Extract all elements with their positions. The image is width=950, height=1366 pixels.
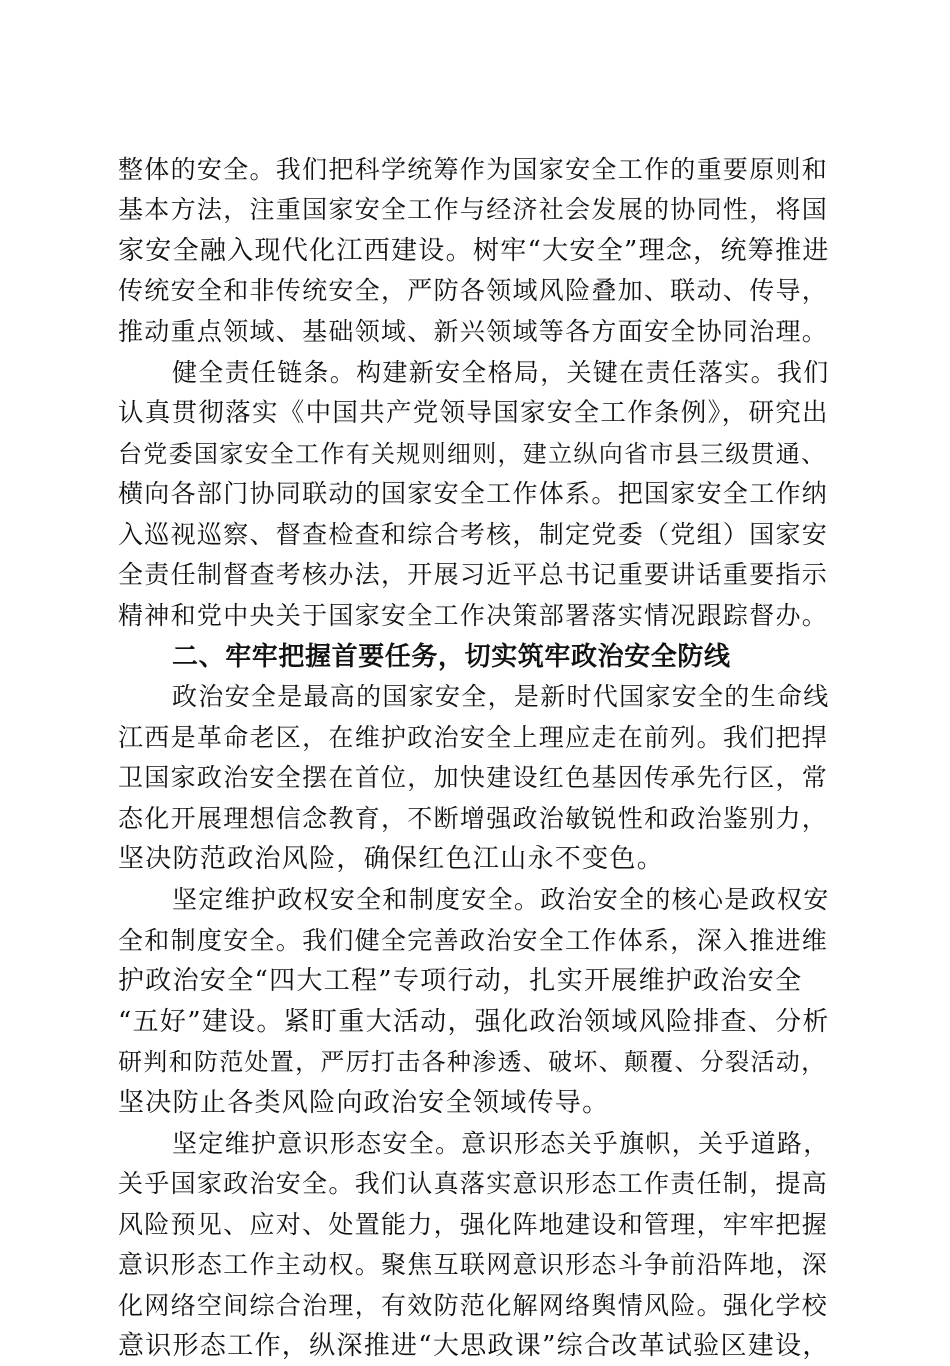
paragraph-line: 意识形态工作主动权。聚焦互联网意识形态斗争前沿阵地，深	[118, 1250, 829, 1279]
paragraph-line: 整体的安全。我们把科学统筹作为国家安全工作的重要原则和	[118, 155, 829, 184]
paragraph-line: 传统安全和非传统安全，严防各领域风险叠加、联动、传导，	[118, 276, 829, 305]
paragraph-line: 认真贯彻落实《中国共产党领导国家安全工作条例》，研究出	[118, 398, 829, 428]
paragraph-line: 态化开展理想信念教育，不断增强政治敏锐性和政治鉴别力，	[118, 804, 829, 833]
paragraph-line: 护政治安全“四大工程”专项行动，扎实开展维护政治安全	[118, 966, 803, 996]
paragraph-line: “五好”建设。紧盯重大活动，强化政治领域风险排查、分析	[118, 1007, 830, 1037]
paragraph-line: 台党委国家安全工作有关规则细则，建立纵向省市县三级贯通、	[118, 440, 827, 468]
paragraph-line: 坚定维护政权安全和制度安全。政治安全的核心是政权安	[172, 885, 830, 914]
paragraph-line: 坚决防止各类风险向政治安全领域传导。	[118, 1088, 610, 1118]
paragraph-line: 健全责任链条。构建新安全格局，关键在责任落实。我们	[172, 358, 830, 387]
paragraph-line: 全和制度安全。我们健全完善政治安全工作体系，深入推进维	[118, 926, 829, 955]
paragraph-line: 坚决防范政治风险，确保红色江山永不变色。	[118, 844, 665, 874]
paragraph-line: 江西是革命老区，在维护政治安全上理应走在前列。我们把捍	[118, 723, 829, 752]
paragraph-line: 研判和防范处置，严厉打击各种渗透、破坏、颠覆、分裂活动，	[118, 1048, 827, 1076]
paragraph-line: 家安全融入现代化江西建设。树牢“大安全”理念，统筹推进	[118, 236, 830, 266]
section-heading: 二、牢牢把握首要任务，切实筑牢政治安全防线	[172, 642, 731, 672]
paragraph-line: 卫国家政治安全摆在首位，加快建设红色基因传承先行区，常	[118, 763, 829, 792]
paragraph-line: 全责任制督查考核办法，开展习近平总书记重要讲话重要指示	[118, 560, 829, 589]
paragraph-line: 政治安全是最高的国家安全，是新时代国家安全的生命线	[172, 682, 830, 711]
paragraph-line: 坚定维护意识形态安全。意识形态关乎旗帜，关乎道路，	[172, 1129, 830, 1158]
paragraph-line: 基本方法，注重国家安全工作与经济社会发展的协同性，将国	[118, 195, 829, 224]
paragraph-line: 意识形态工作，纵深推进“大思政课”综合改革试验区建设，	[118, 1331, 830, 1361]
paragraph-line: 关乎国家政治安全。我们认真落实意识形态工作责任制，提高	[118, 1169, 829, 1198]
paragraph-line: 推动重点领域、基础领域、新兴领域等各方面安全协同治理。	[118, 317, 829, 346]
paragraph-line: 入巡视巡察、督查检查和综合考核，制定党委（党组）国家安	[118, 520, 829, 549]
paragraph-line: 横向各部门协同联动的国家安全工作体系。把国家安全工作纳	[118, 479, 829, 508]
paragraph-line: 精神和党中央关于国家安全工作决策部署落实情况跟踪督办。	[118, 601, 829, 630]
paragraph-line: 风险预见、应对、处置能力，强化阵地建设和管理，牢牢把握	[118, 1210, 829, 1239]
paragraph-line: 化网络空间综合治理，有效防范化解网络舆情风险。强化学校	[118, 1291, 829, 1320]
